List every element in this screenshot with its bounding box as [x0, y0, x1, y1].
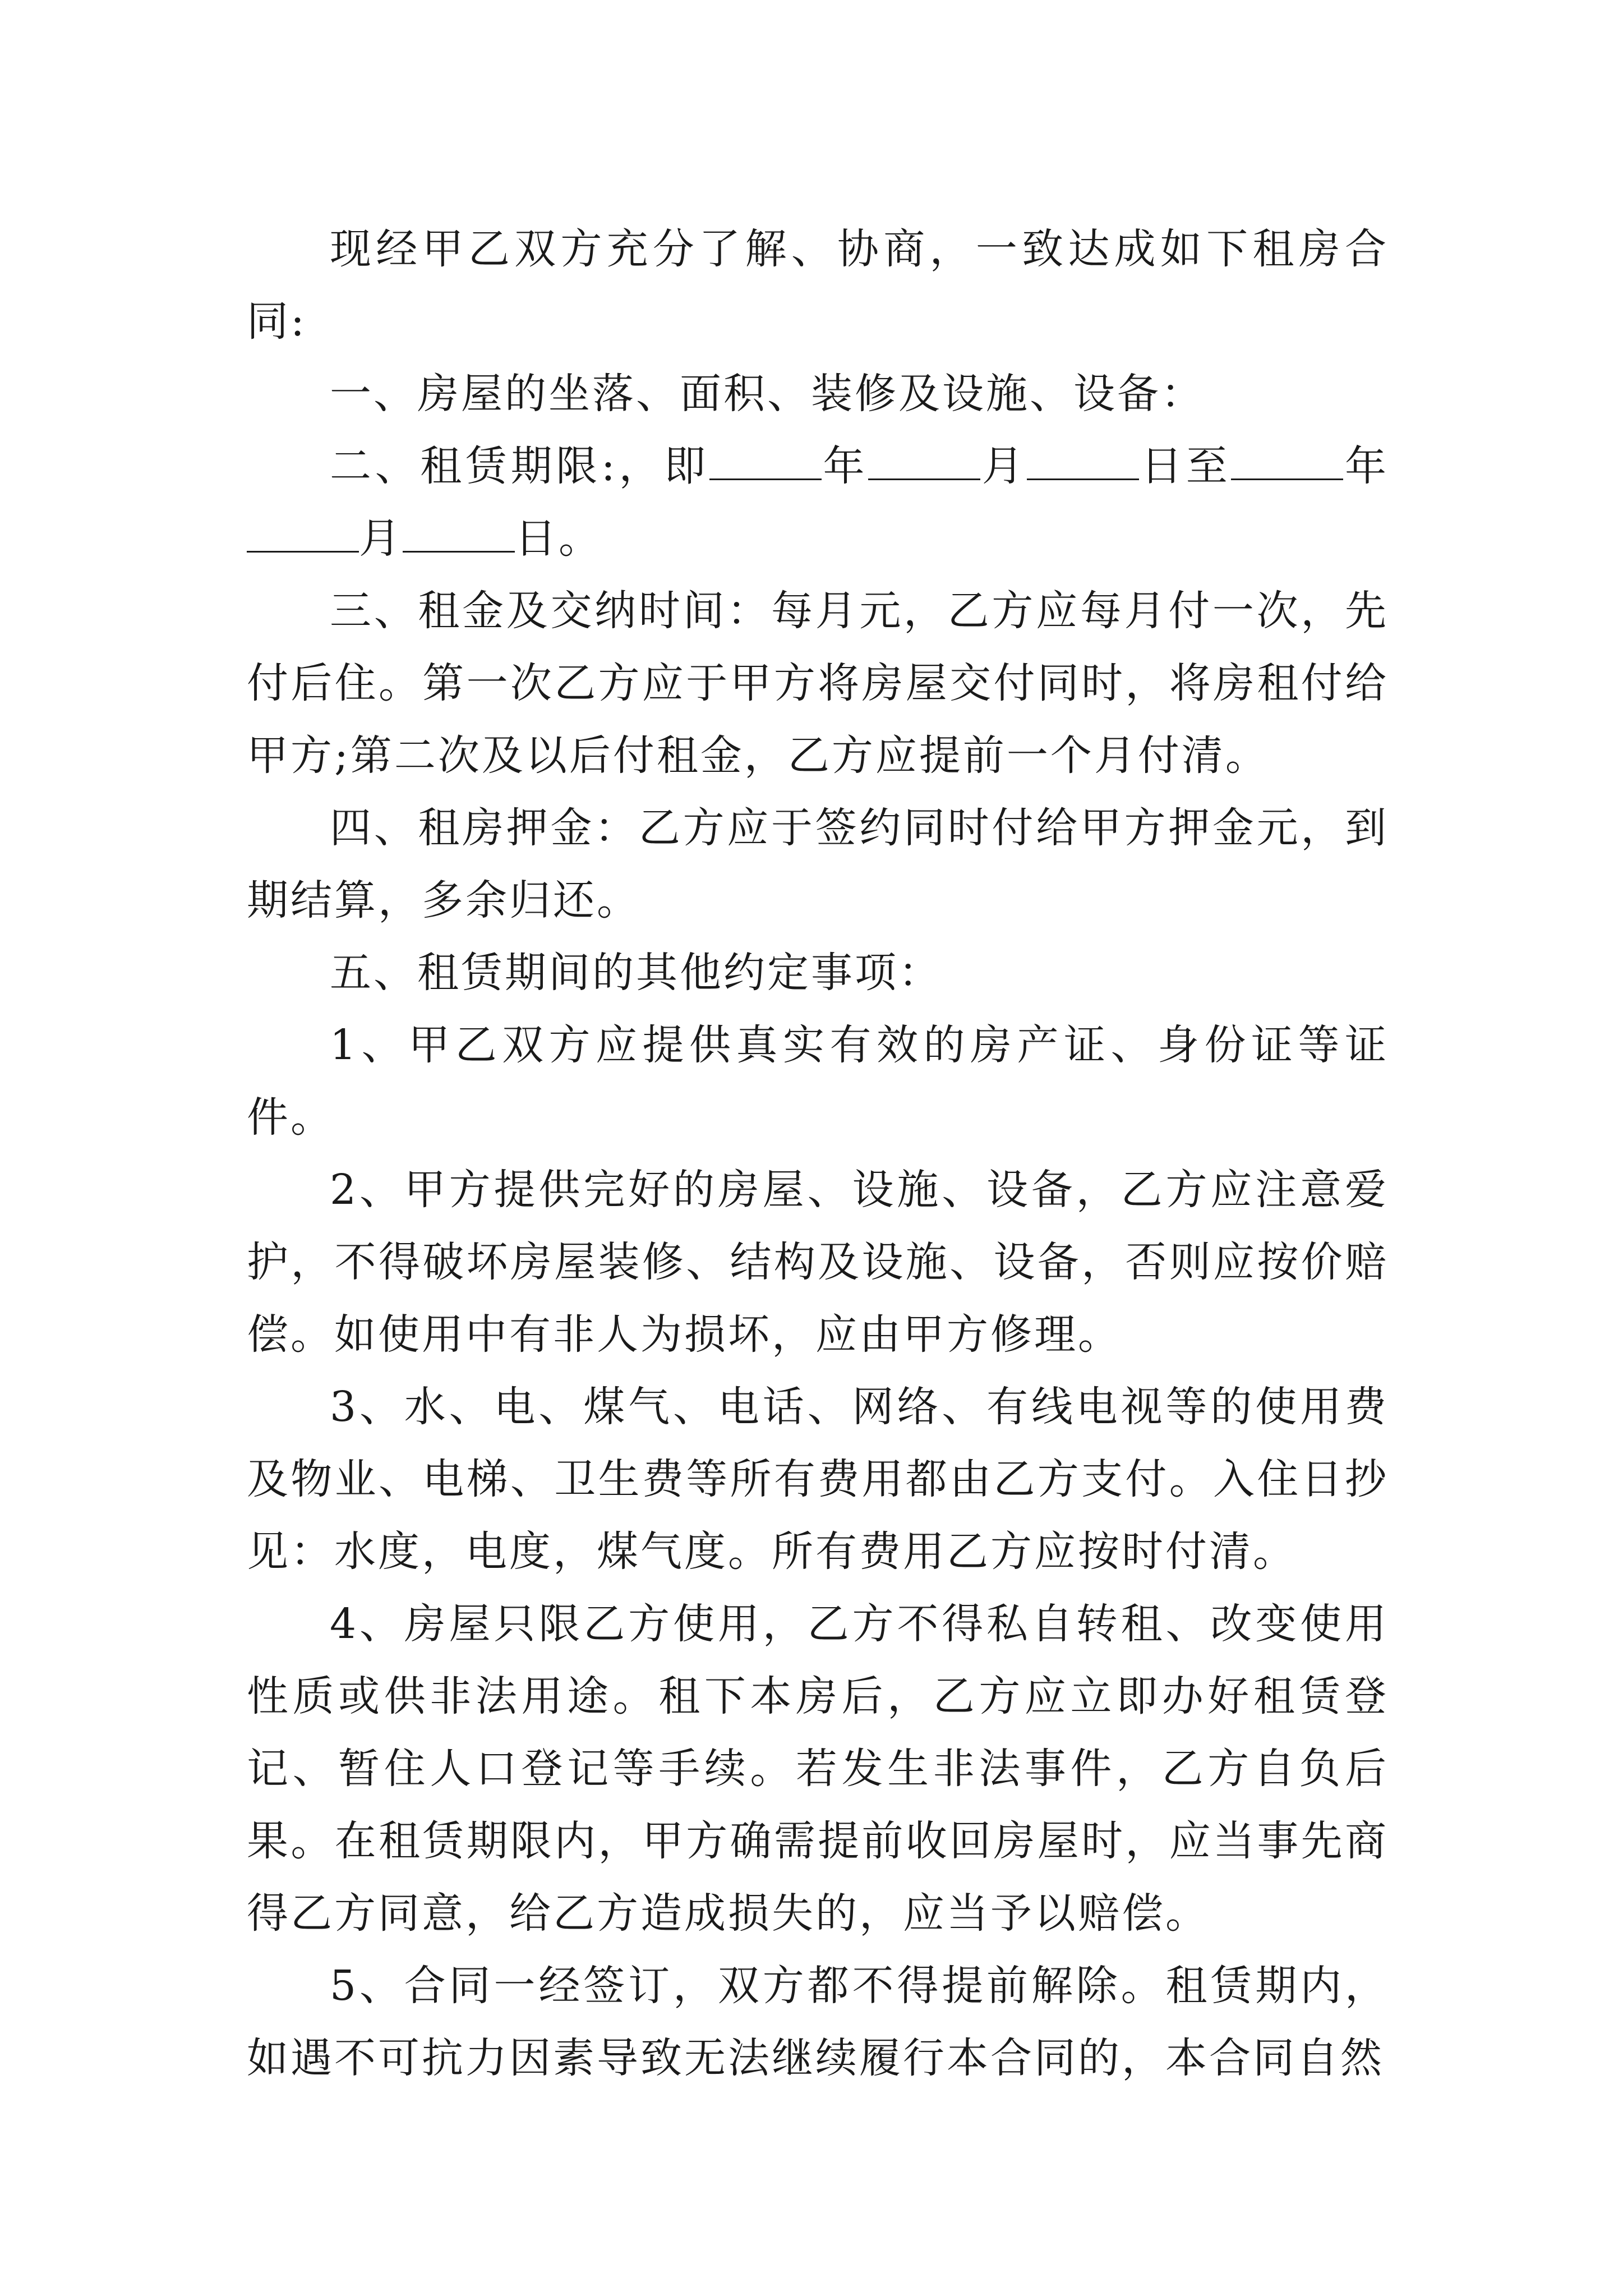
blank-day-end[interactable]	[403, 517, 515, 553]
paragraph-item-2: 2、甲方提供完好的房屋、设施、设备，乙方应注意爱护，不得破坏房屋装修、结构及设施、设备，否则应按价赔偿。如使用中有非人为损坏，应由甲方修理。	[247, 1166, 1389, 1359]
paragraph-clause-4: 四、租房押金：乙方应于签约同时付给甲方押金元，到期结算，多余归还。	[247, 804, 1389, 924]
paragraph-intro: 现经甲乙双方充分了解、协商，一致达成如下租房合同:	[247, 225, 1389, 346]
blank-day-start[interactable]	[1027, 445, 1139, 480]
term-day-to: 日至	[1139, 442, 1232, 490]
term-year-2: 年	[1343, 442, 1389, 490]
term-prefix: 二、租赁期限:，即	[330, 442, 709, 490]
paragraph-item-1: 1、甲乙双方应提供真实有效的房产证、身份证等证件。	[247, 1021, 1389, 1142]
paragraph-item-5: 5、合同一经签订，双方都不得提前解除。租赁期内，如遇不可抗力因素导致无法继续履行本合同的，本合同自然	[247, 1962, 1389, 2082]
term-day-end: 日。	[515, 514, 602, 563]
paragraph-clause-2	[247, 430, 1389, 575]
term-year-1: 年	[821, 442, 869, 490]
term-month-2: 月	[359, 514, 403, 563]
paragraph-item-3: 3、水、电、煤气、电话、网络、有线电视等的使用费及物业、电梯、卫生费等所有费用都由乙方支付。入住日抄见：水度，电度，煤气度。所有费用乙方应按时付清。	[247, 1383, 1389, 1576]
paragraph-clause-3: 三、租金及交纳时间：每月元，乙方应每月付一次，先付后住。第一次乙方应于甲方将房屋交付同时，将房租付给甲方;第二次及以后付租金，乙方应提前一个月付清。	[247, 587, 1389, 780]
blank-year-end[interactable]	[1231, 445, 1343, 480]
paragraph-clause-1: 一、房屋的坐落、面积、装修及设施、设备：	[330, 370, 1205, 418]
paragraph-clause-5: 五、租赁期间的其他约定事项：	[330, 949, 942, 997]
blank-month-start[interactable]	[868, 445, 980, 480]
contract-page	[247, 213, 1389, 2095]
paragraph-item-4: 4、房屋只限乙方使用，乙方不得私自转租、改变使用性质或供非法用途。租下本房后，乙方应立即办好租赁登记、暂住人口登记等手续。若发生非法事件，乙方自负后果。在租赁期限内，甲方确需提前收回房屋时，应当事先商得乙方同意，给乙方造成损失的，应当予以赔偿。	[247, 1600, 1389, 1938]
term-month-1: 月	[980, 442, 1027, 490]
blank-month-end[interactable]	[247, 517, 359, 553]
blank-year-start[interactable]	[709, 445, 822, 480]
